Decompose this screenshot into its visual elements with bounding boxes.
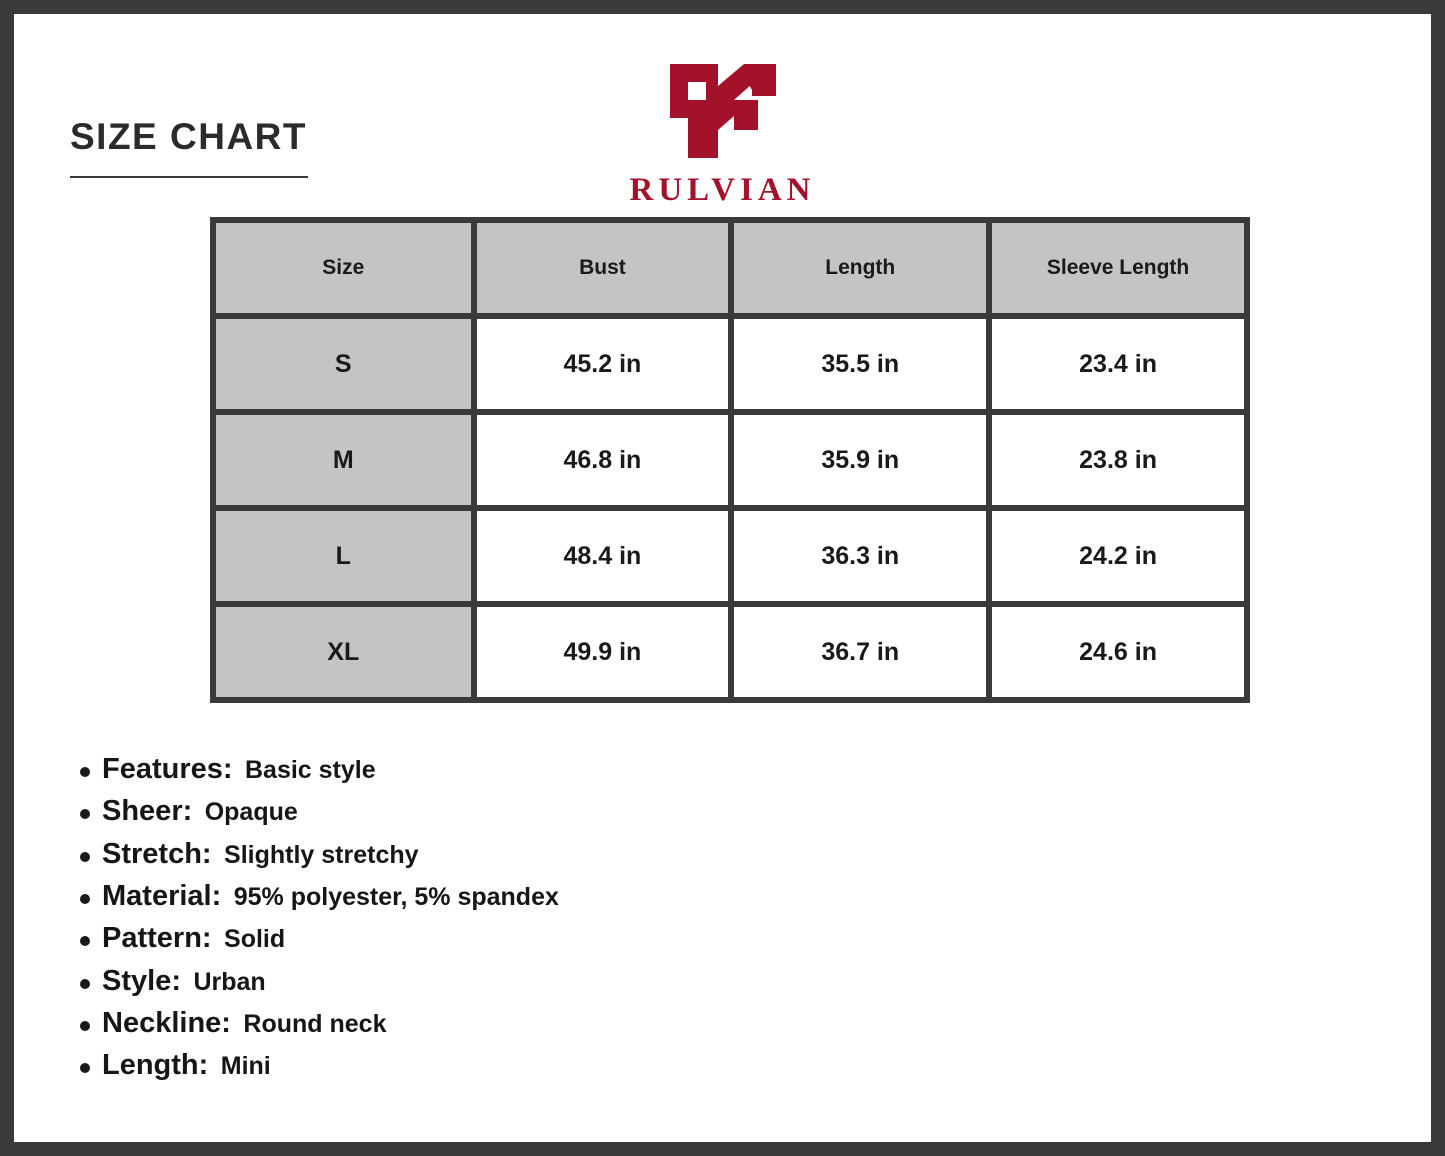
cell-bust: 49.9 in <box>477 607 729 697</box>
spec-value: Basic style <box>245 756 376 784</box>
spec-label: Material: <box>102 879 222 912</box>
spec-value: Solid <box>224 925 286 954</box>
spec-value: Round neck <box>243 1009 387 1038</box>
column-header-size: Size <box>216 223 471 313</box>
cell-size: S <box>216 319 471 409</box>
spec-label: Neckline: <box>102 1006 231 1039</box>
cell-size: L <box>216 511 471 601</box>
cell-length: 35.5 in <box>734 319 986 409</box>
spec-label: Style: <box>102 964 181 997</box>
table-row <box>216 511 1244 601</box>
size-table-wrapper <box>210 217 1250 703</box>
list-item <box>70 754 1391 785</box>
spec-label: Stretch: <box>102 837 212 870</box>
brand-name: RULVIAN <box>629 172 816 208</box>
cell-bust: 46.8 in <box>477 415 729 505</box>
list-item <box>70 966 1391 997</box>
list-item <box>70 796 1391 827</box>
cell-size: M <box>216 415 471 505</box>
brand-block <box>14 56 1431 209</box>
cell-sleeve: 23.8 in <box>992 415 1244 505</box>
column-header-length: Length <box>734 223 986 313</box>
spec-value: Opaque <box>204 798 298 827</box>
product-spec-list <box>70 754 1391 1093</box>
cell-size: XL <box>216 607 471 697</box>
spec-value: Mini <box>220 1052 271 1081</box>
cell-sleeve: 23.4 in <box>992 319 1244 409</box>
list-item <box>70 839 1391 870</box>
table-row <box>216 319 1244 409</box>
cell-length: 36.7 in <box>734 607 986 697</box>
spec-value: Slightly stretchy <box>224 840 419 869</box>
list-item <box>70 1050 1391 1081</box>
table-row <box>216 415 1244 505</box>
cell-bust: 48.4 in <box>477 511 729 601</box>
list-item <box>70 1008 1391 1039</box>
spec-label: Pattern: <box>102 922 212 955</box>
cell-sleeve: 24.6 in <box>992 607 1244 697</box>
spec-value: Urban <box>193 967 266 996</box>
column-header-bust: Bust <box>477 223 729 313</box>
spec-value: 95% polyester, 5% spandex <box>233 882 559 911</box>
table-row <box>216 607 1244 697</box>
cell-length: 36.3 in <box>734 511 986 601</box>
list-item <box>70 881 1391 912</box>
size-table <box>210 217 1250 703</box>
cell-sleeve: 24.2 in <box>992 511 1244 601</box>
page-title: SIZE CHART <box>70 116 307 157</box>
column-header-sleeve-length: Sleeve Length <box>992 223 1244 313</box>
cell-bust: 45.2 in <box>477 319 729 409</box>
cell-length: 35.9 in <box>734 415 986 505</box>
spec-label: Features: <box>102 753 233 785</box>
spec-label: Sheer: <box>102 795 193 828</box>
spec-label: Length: <box>102 1049 209 1082</box>
rulvian-monogram-icon <box>648 56 798 166</box>
list-item <box>70 923 1391 954</box>
table-header-row <box>216 223 1244 313</box>
